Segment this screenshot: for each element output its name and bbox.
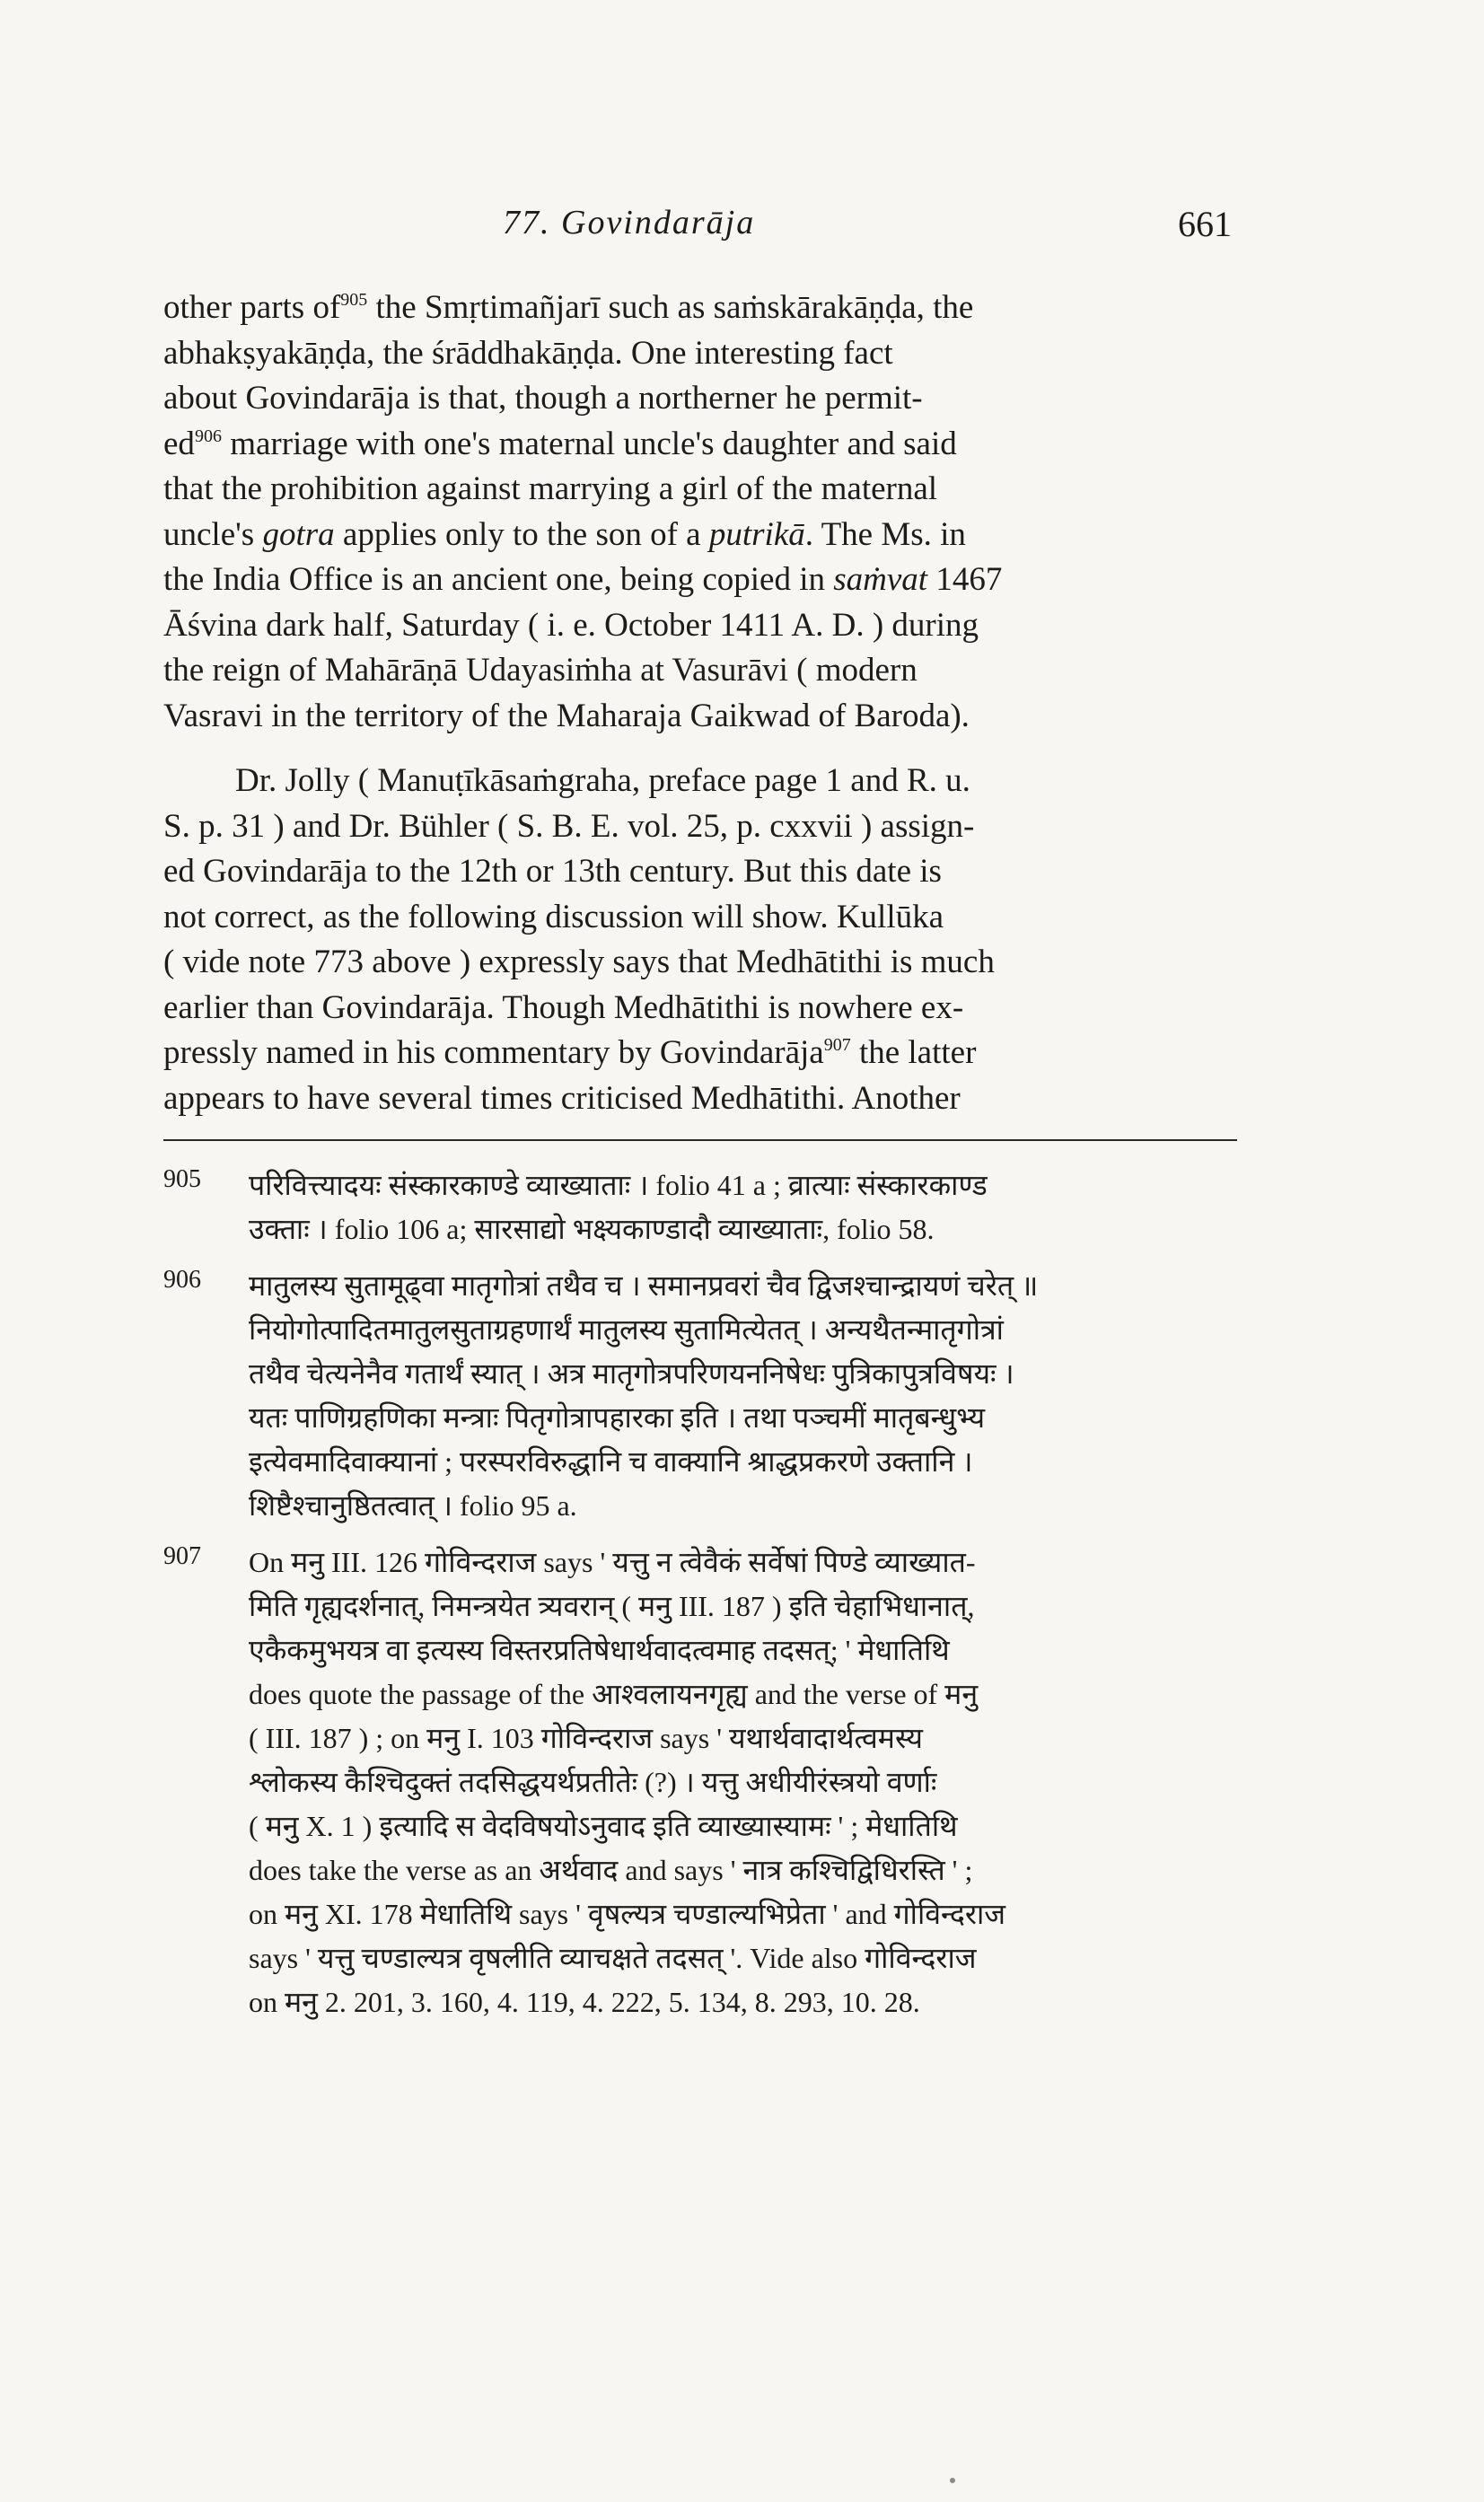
italic-term: putrikā <box>708 515 805 553</box>
text-line: S. p. 31 ) and Dr. Bühler ( S. B. E. vol. 25, p. cxxvii ) assign- <box>163 807 975 845</box>
footnote-ref-905[interactable]: 905 <box>340 290 368 310</box>
text-run: 1467 <box>927 561 1003 598</box>
text-line: earlier than Govindarāja. Though Medhātithi is nowhere ex- <box>163 988 964 1026</box>
text-run: pressly named in his commentary by Govindarāja <box>163 1034 824 1071</box>
text-line: Āśvina dark half, Saturday ( i. e. October 1411 A. D. ) during <box>163 606 979 644</box>
paragraph-2 <box>163 759 1241 1121</box>
footnote-line: ( मनु X. 1 ) इत्यादि स वेदविषयोऽनुवाद इति व्याख्यास्यामः ' ; मेधातिथि <box>249 1810 958 1842</box>
footnote-line: On मनु III. 126 गोविन्दराज says ' यत्तु न त्वेवैकं सर्वेषां पिण्डे व्याख्यात- <box>249 1546 976 1578</box>
text-line <box>163 1031 1241 1076</box>
footnote-906 <box>163 1264 1241 1528</box>
footnote-line: मातुलस्य सुतामूढ्वा मातृगोत्रां तथैव च । समानप्रवरां चैव द्विजश्चान्द्रायणं चरेत् ॥ <box>249 1269 1039 1302</box>
footnote-line: एकैकमुभयत्र वा इत्यस्य विस्तरप्रतिषेधार्थवादत्वमाह तदसत्; ' मेधातिथि <box>249 1634 950 1666</box>
footnote-number: 905 <box>163 1165 201 1193</box>
text-run: marriage with one's maternal uncle's daughter and said <box>221 425 957 462</box>
text-line: the reign of Mahārāṇā Udayasiṁha at Vasurāvi ( modern <box>163 652 918 689</box>
text-line: not correct, as the following discussion will show. Kullūka <box>163 898 944 935</box>
text-run: the India Office is an ancient one, being copied in <box>163 561 834 598</box>
text-run: other parts of <box>163 289 341 326</box>
text-line: Dr. Jolly ( Manuṭīkāsaṁgraha, preface page 1 and R. u. <box>235 762 970 799</box>
text-line: ( vide note 773 above ) expressly says that Medhātithi is much <box>163 944 995 980</box>
paper-speck <box>950 2478 955 2483</box>
footnote-line: says ' यत्तु चण्डाल्यत्र वृषलीति व्याचक्षते तदसत् '. Vide also गोविन्दराज <box>249 1942 977 1974</box>
footnotes <box>163 1163 1241 2037</box>
text-line: about Govindarāja is that, though a northerner he permit- <box>163 380 923 417</box>
text-run: applies only to the son of a <box>334 515 709 553</box>
footnote-number: 907 <box>163 1542 201 1570</box>
main-text <box>163 285 1241 1121</box>
text-line: ed Govindarāja to the 12th or 13th century. But this date is <box>163 853 942 890</box>
text-run: ed <box>163 425 195 462</box>
text-line: abhakṣyakāṇḍa, the śrāddhakāṇḍa. One interesting fact <box>163 334 893 372</box>
paragraph-1 <box>163 285 1241 739</box>
footnote-line: does quote the passage of the आश्वलायनगृह्य and the verse of मनु <box>249 1678 979 1710</box>
italic-term: saṁvat <box>833 561 928 598</box>
text-line <box>163 285 1241 331</box>
italic-term: gotra <box>262 515 335 553</box>
footnote-number: 906 <box>163 1266 201 1294</box>
footnote-line: तथैव चेत्यनेनैव गतार्थं स्यात् । अत्र मातृगोत्रपरिणयननिषेधः पुत्रिकापुत्रविषयः । <box>249 1357 1014 1390</box>
footnote-line: परिवित्त्यादयः संस्कारकाण्डे व्याख्याताः । folio 41 a ; व्रात्याः संस्कारकाण्ड <box>249 1169 988 1201</box>
text-run: uncle's <box>163 515 263 553</box>
text-line: that the prohibition against marrying a girl of the maternal <box>163 470 938 507</box>
text-line <box>163 513 1241 558</box>
footnote-907 <box>163 1541 1241 2024</box>
page-number: 661 <box>1178 204 1232 244</box>
footnote-line: on मनु 2. 201, 3. 160, 4. 119, 4. 222, 5. 134, 8. 293, 10. 28. <box>249 1986 920 2018</box>
footnote-line: मिति गृह्यदर्शनात्, निमन्त्रयेत त्र्यवरान् ( मनु III. 187 ) इति चेहाभिधानात्, <box>249 1590 975 1622</box>
footnote-divider <box>163 1139 1237 1141</box>
footnote-ref-906[interactable]: 906 <box>194 426 222 446</box>
footnote-905 <box>163 1163 1241 1251</box>
footnote-line: नियोगोत्पादितमातुलसुताग्रहणार्थं मातुलस्य सुतामित्येतत् । अन्यथैतन्मातृगोत्रां <box>249 1313 1004 1346</box>
footnote-line: does take the verse as an अर्थवाद and says ' नात्र कश्चिद्विधिरस्ति ' ; <box>249 1854 973 1886</box>
text-run: . The Ms. in <box>804 515 966 553</box>
footnote-line: श्लोकस्य कैश्चिदुक्तं तदसिद्धयर्थप्रतीतेः (?) । यत्तु अधीयीरंस्त्रयो वर्णाः <box>249 1766 937 1798</box>
text-run: the latter <box>850 1034 977 1071</box>
text-line: Vasravi in the territory of the Maharaja Gaikwad of Baroda). <box>163 697 970 734</box>
footnote-line: यतः पाणिग्रहणिका मन्त्राः पितृगोत्रापहारका इति । तथा पञ्चमीं मातृबन्धुभ्य <box>249 1401 986 1434</box>
footnote-line: शिष्टैश्चानुष्ठितत्वात् । folio 95 a. <box>249 1489 577 1522</box>
footnote-line: इत्येवमादिवाक्यानां ; परस्परविरुद्धानि च वाक्यानि श्राद्धप्रकरणे उक्तानि । <box>249 1445 973 1478</box>
footnote-line: on मनु XI. 178 मेधातिथि says ' वृषल्यत्र चण्डाल्यभिप्रेता ' and गोविन्दराज <box>249 1898 1006 1930</box>
text-run: the Smṛtimañjarī such as saṁskārakāṇḍa, the <box>367 289 974 326</box>
footnote-ref-907[interactable]: 907 <box>823 1035 851 1055</box>
footnote-line: उक्ताः । folio 106 a; सारसाद्यो भक्ष्यकाण्डादौ व्याख्याताः, folio 58. <box>249 1213 935 1245</box>
text-line <box>163 557 1241 603</box>
footnote-line: ( III. 187 ) ; on मनु I. 103 गोविन्दराज says ' यथार्थवादार्थत्वमस्य <box>249 1722 923 1754</box>
text-line <box>163 422 1241 468</box>
text-line: appears to have several times criticised Medhātithi. Another <box>163 1079 961 1117</box>
running-head: 77. Govindarāja <box>503 204 756 241</box>
